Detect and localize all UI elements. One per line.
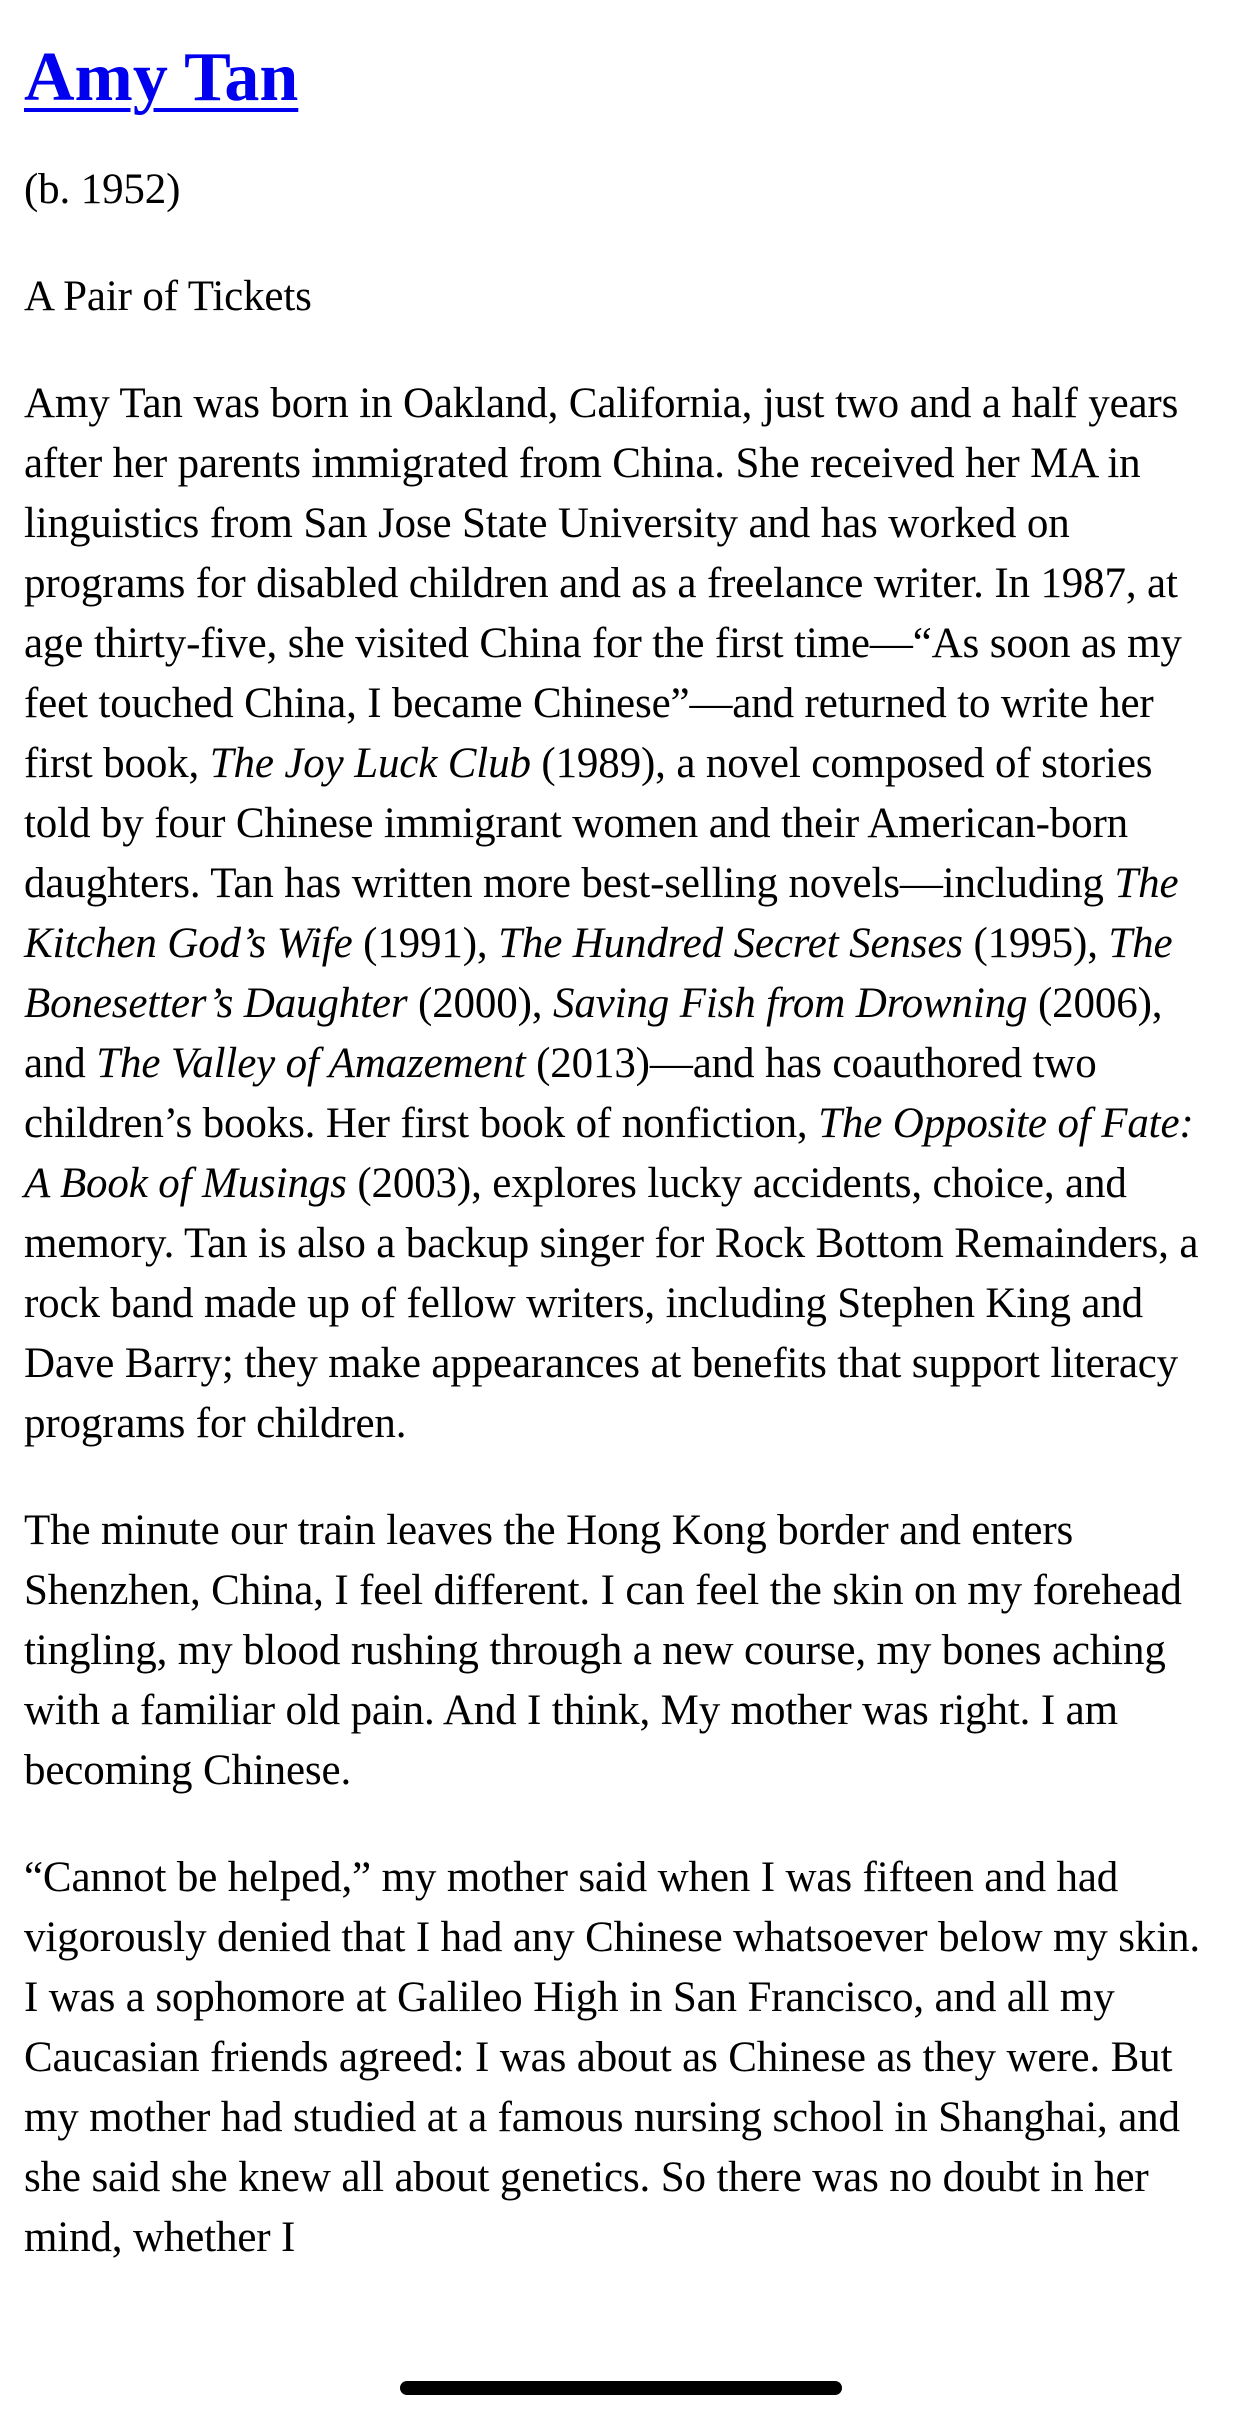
story-paragraph: “Cannot be helped,” my mother said when I was fifteen and had vigorously denied that I had any Chinese whatsoever below my skin. I was a sophomore at Galileo High in San Francisco, and all my Caucasian friends agreed: I was about as Chinese as they were. But my mother had studied at a famous nursing school in Shanghai, and she said she knew all about genetics. So there was no doubt in her mind, whether I xyxy=(24,1854,1200,2261)
bio-text: (1991), xyxy=(352,920,499,967)
reader-page xyxy=(24,0,1224,2268)
bio-text: (2006), and xyxy=(24,980,1163,1087)
book-title-hundred-secret-senses: The Hundred Secret Senses xyxy=(498,920,963,967)
author-heading xyxy=(24,0,1224,120)
story-paragraph: The minute our train leaves the Hong Kong border and enters Shenzhen, China, I feel different. I can feel the skin on my forehead tingling, my blood rushing through a new course, my bones aching with a familiar old pain. And I think, My mother was right. I am becoming Chinese. xyxy=(24,1507,1182,1794)
book-title-opposite-of-fate: The Opposite of Fate: A Book of Musings xyxy=(24,1100,1194,1207)
author-biography xyxy=(24,374,1224,1454)
book-title-valley-of-amazement: The Valley of Amazement xyxy=(96,1040,526,1087)
bio-text: (1995), xyxy=(962,920,1109,967)
bio-text: (1989), a novel composed of stories told by four Chinese immigrant women and their American-born daughters. Tan has written more best-selling novels—including xyxy=(24,740,1153,907)
book-title-joy-luck-club: The Joy Luck Club xyxy=(209,740,531,787)
bio-text: Amy Tan was born in Oakland, California, just two and a half years after her parents immigrated from China. She received her MA in linguistics from San Jose State University and has worked on programs for disabled children and as a freelance writer. In 1987, at age thirty-five, she visited China for the first time—“As soon as my feet touched China, I became Chinese”—and returned to write her first book, xyxy=(24,380,1182,787)
bio-text: (2003), explores lucky accidents, choice, and memory. Tan is also a backup singer for Rock Bottom Remainders, a rock band made up of fellow writers, including Stephen King and Dave Barry; they make appearances at benefits that support literacy programs for children. xyxy=(24,1160,1199,1447)
author-dates: (b. 1952) xyxy=(24,166,181,213)
story-title: A Pair of Tickets xyxy=(24,273,312,320)
author-name-link[interactable]: Amy Tan xyxy=(24,39,299,116)
bio-text: (2013)—and has coauthored two children’s books. Her first book of nonfiction, xyxy=(24,1040,1097,1147)
book-title-bonesetters-daughter: The Bonesetter’s Daughter xyxy=(24,920,1173,1027)
bio-text: (2000), xyxy=(407,980,553,1027)
home-indicator-bar[interactable] xyxy=(400,2381,842,2395)
book-title-saving-fish: Saving Fish from Drowning xyxy=(552,980,1028,1027)
book-title-kitchen-gods-wife: The Kitchen God’s Wife xyxy=(24,860,1179,967)
